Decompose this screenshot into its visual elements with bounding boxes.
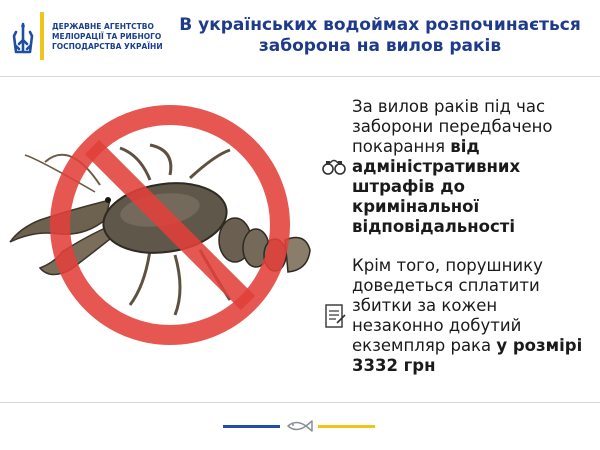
penalty-paragraph xyxy=(352,97,592,237)
title-line2: заборона на вилов раків xyxy=(258,36,502,56)
title-line1: В українських водоймах розпочинається xyxy=(179,15,581,35)
footer-blue-line xyxy=(223,425,280,428)
fish-icon xyxy=(284,418,314,434)
footer-divider xyxy=(0,402,600,403)
page-title xyxy=(170,15,590,57)
penalty-text-emphasis: від адміністративних штрафів до кримінальної відповідальності xyxy=(352,137,521,236)
footer-yellow-line xyxy=(318,425,375,428)
header xyxy=(0,0,600,76)
document-icon xyxy=(324,303,346,329)
handcuffs-icon xyxy=(322,156,346,176)
penalty-text: За вилов раків під час заборони передбачено покарання xyxy=(352,97,553,156)
crayfish-prohibition-illustration xyxy=(0,100,340,365)
damages-text-emphasis: у розмірі 3332 грн xyxy=(352,336,583,375)
damages-paragraph xyxy=(352,256,592,376)
damages-text: Крім того, порушнику доведеться сплатити збитки за кожен незаконно добутий екземпляр рака xyxy=(352,256,543,355)
agency-name-line1: ДЕРЖАВНЕ АГЕНТСТВО xyxy=(52,22,154,31)
agency-name-line3: ГОСПОДАРСТВА УКРАЇНИ xyxy=(52,42,163,51)
header-divider xyxy=(0,76,600,77)
agency-accent-bar xyxy=(40,12,44,60)
agency-name-line2: МЕЛІОРАЦІЇ ТА РИБНОГО xyxy=(52,32,162,41)
agency-name xyxy=(52,22,172,52)
trident-icon xyxy=(10,22,36,56)
